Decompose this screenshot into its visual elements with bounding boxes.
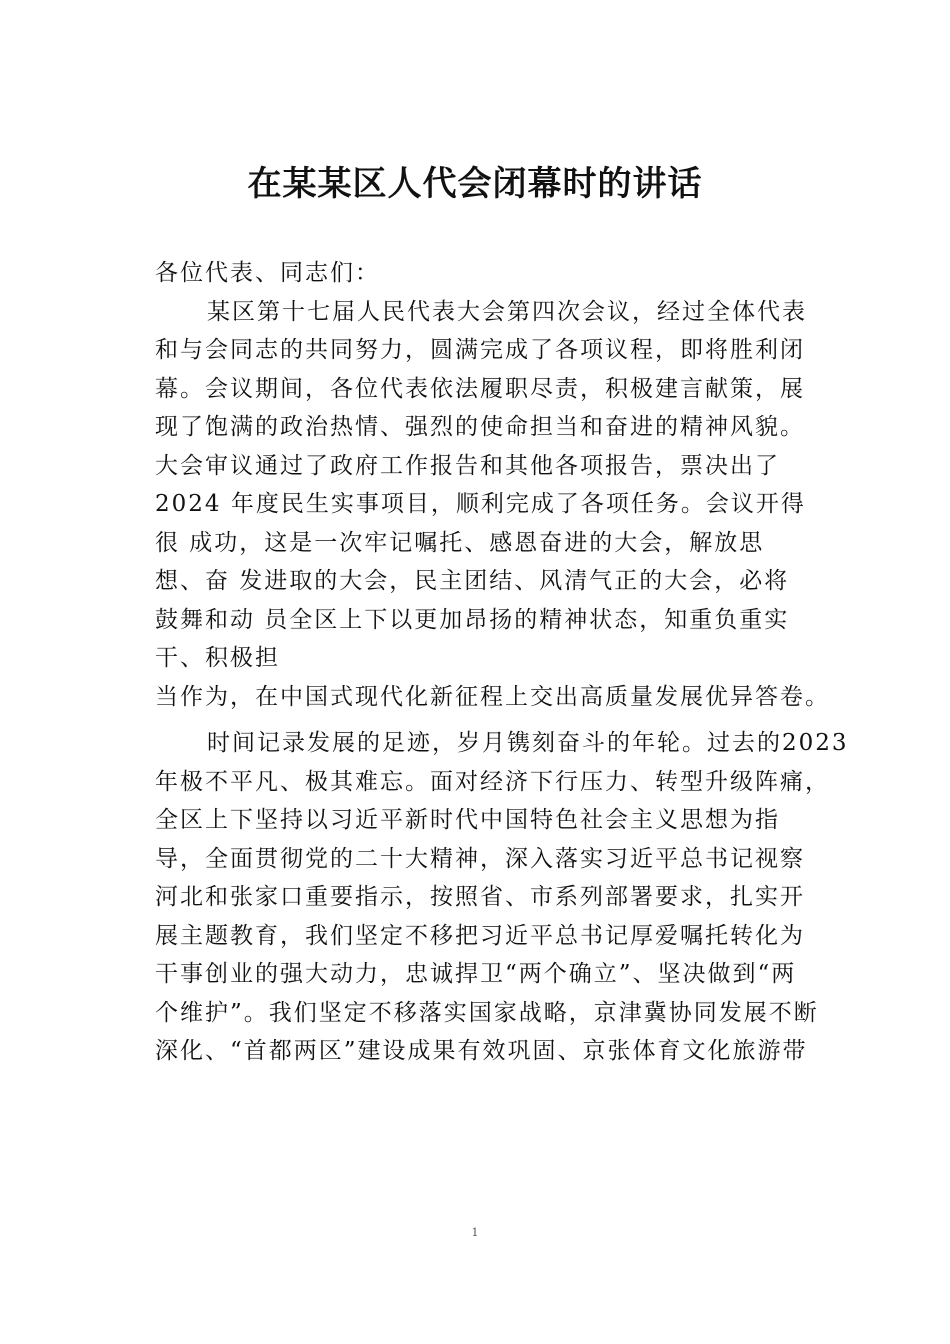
- paragraph-line: 干事创业的强大动力，忠诚捍卫“两个确立”、坚决做到“两: [155, 961, 797, 987]
- paragraph-line: 个维护”。我们坚定不移落实国家战略，京津冀协同发展不断: [155, 999, 819, 1026]
- paragraph-2: [155, 724, 849, 1071]
- salutation: 各位代表、同志们：: [155, 260, 380, 286]
- paragraph-line: 当作为，在中国式现代化新征程上交出高质量发展优异答卷。: [155, 683, 830, 710]
- document-title: 在某某区人代会闭幕时的讲话: [247, 164, 703, 204]
- paragraph-line: 年极不平凡、极其难忘。面对经济下行压力、转型升级阵痛，: [155, 768, 830, 795]
- paragraph-1: [155, 293, 830, 717]
- paragraph-spacer: [155, 716, 825, 724]
- document-body: [155, 254, 849, 1071]
- paragraph-line: 河北和张家口重要指示，按照省、市系列部署要求，扎实开: [155, 884, 805, 910]
- paragraph-line: 干、积极担: [155, 645, 280, 671]
- page-number: 1: [471, 1226, 479, 1239]
- paragraph-line: 现了饱满的政治热情、强烈的使命担当和奋进的精神风貌。: [155, 414, 805, 440]
- paragraph-line: 某区第十七届人民代表大会第四次会议，经过全体代表: [207, 298, 807, 325]
- paragraph-line: 时间记录发展的足迹，岁月镌刻奋斗的年轮。过去的2023: [207, 730, 849, 756]
- paragraph-line: 想、奋 发进取的大会，民主团结、风清气正的大会，必将: [155, 568, 790, 594]
- paragraph-line: 导，全面贯彻党的二十大精神，深入落实习近平总书记视察: [155, 845, 805, 872]
- paragraph-line: 和与会同志的共同努力，圆满完成了各项议程，即将胜利闭: [155, 337, 805, 363]
- paragraph-line: 展主题教育，我们坚定不移把习近平总书记厚爱嘱托转化为: [155, 922, 805, 949]
- paragraph-line: 很 成功，这是一次牢记嘱托、感恩奋进的大会，解放思: [155, 529, 765, 556]
- paragraph-line: 2024 年度民生实事项目，顺利完成了各项任务。会议开得: [155, 491, 806, 517]
- paragraph-line: 鼓舞和动 员全区上下以更加昂扬的精神状态，知重负重实: [155, 606, 790, 633]
- paragraph-line: 大会审议通过了政府工作报告和其他各项报告，票决出了: [155, 452, 780, 479]
- paragraph-line: 全区上下坚持以习近平新时代中国特色社会主义思想为指: [155, 807, 780, 833]
- paragraph-line: 幕。会议期间，各位代表依法履职尽责，积极建言献策，展: [155, 375, 805, 402]
- paragraph-line: 深化、“首都两区”建设成果有效巩固、京张体育文化旅游带: [155, 1038, 808, 1064]
